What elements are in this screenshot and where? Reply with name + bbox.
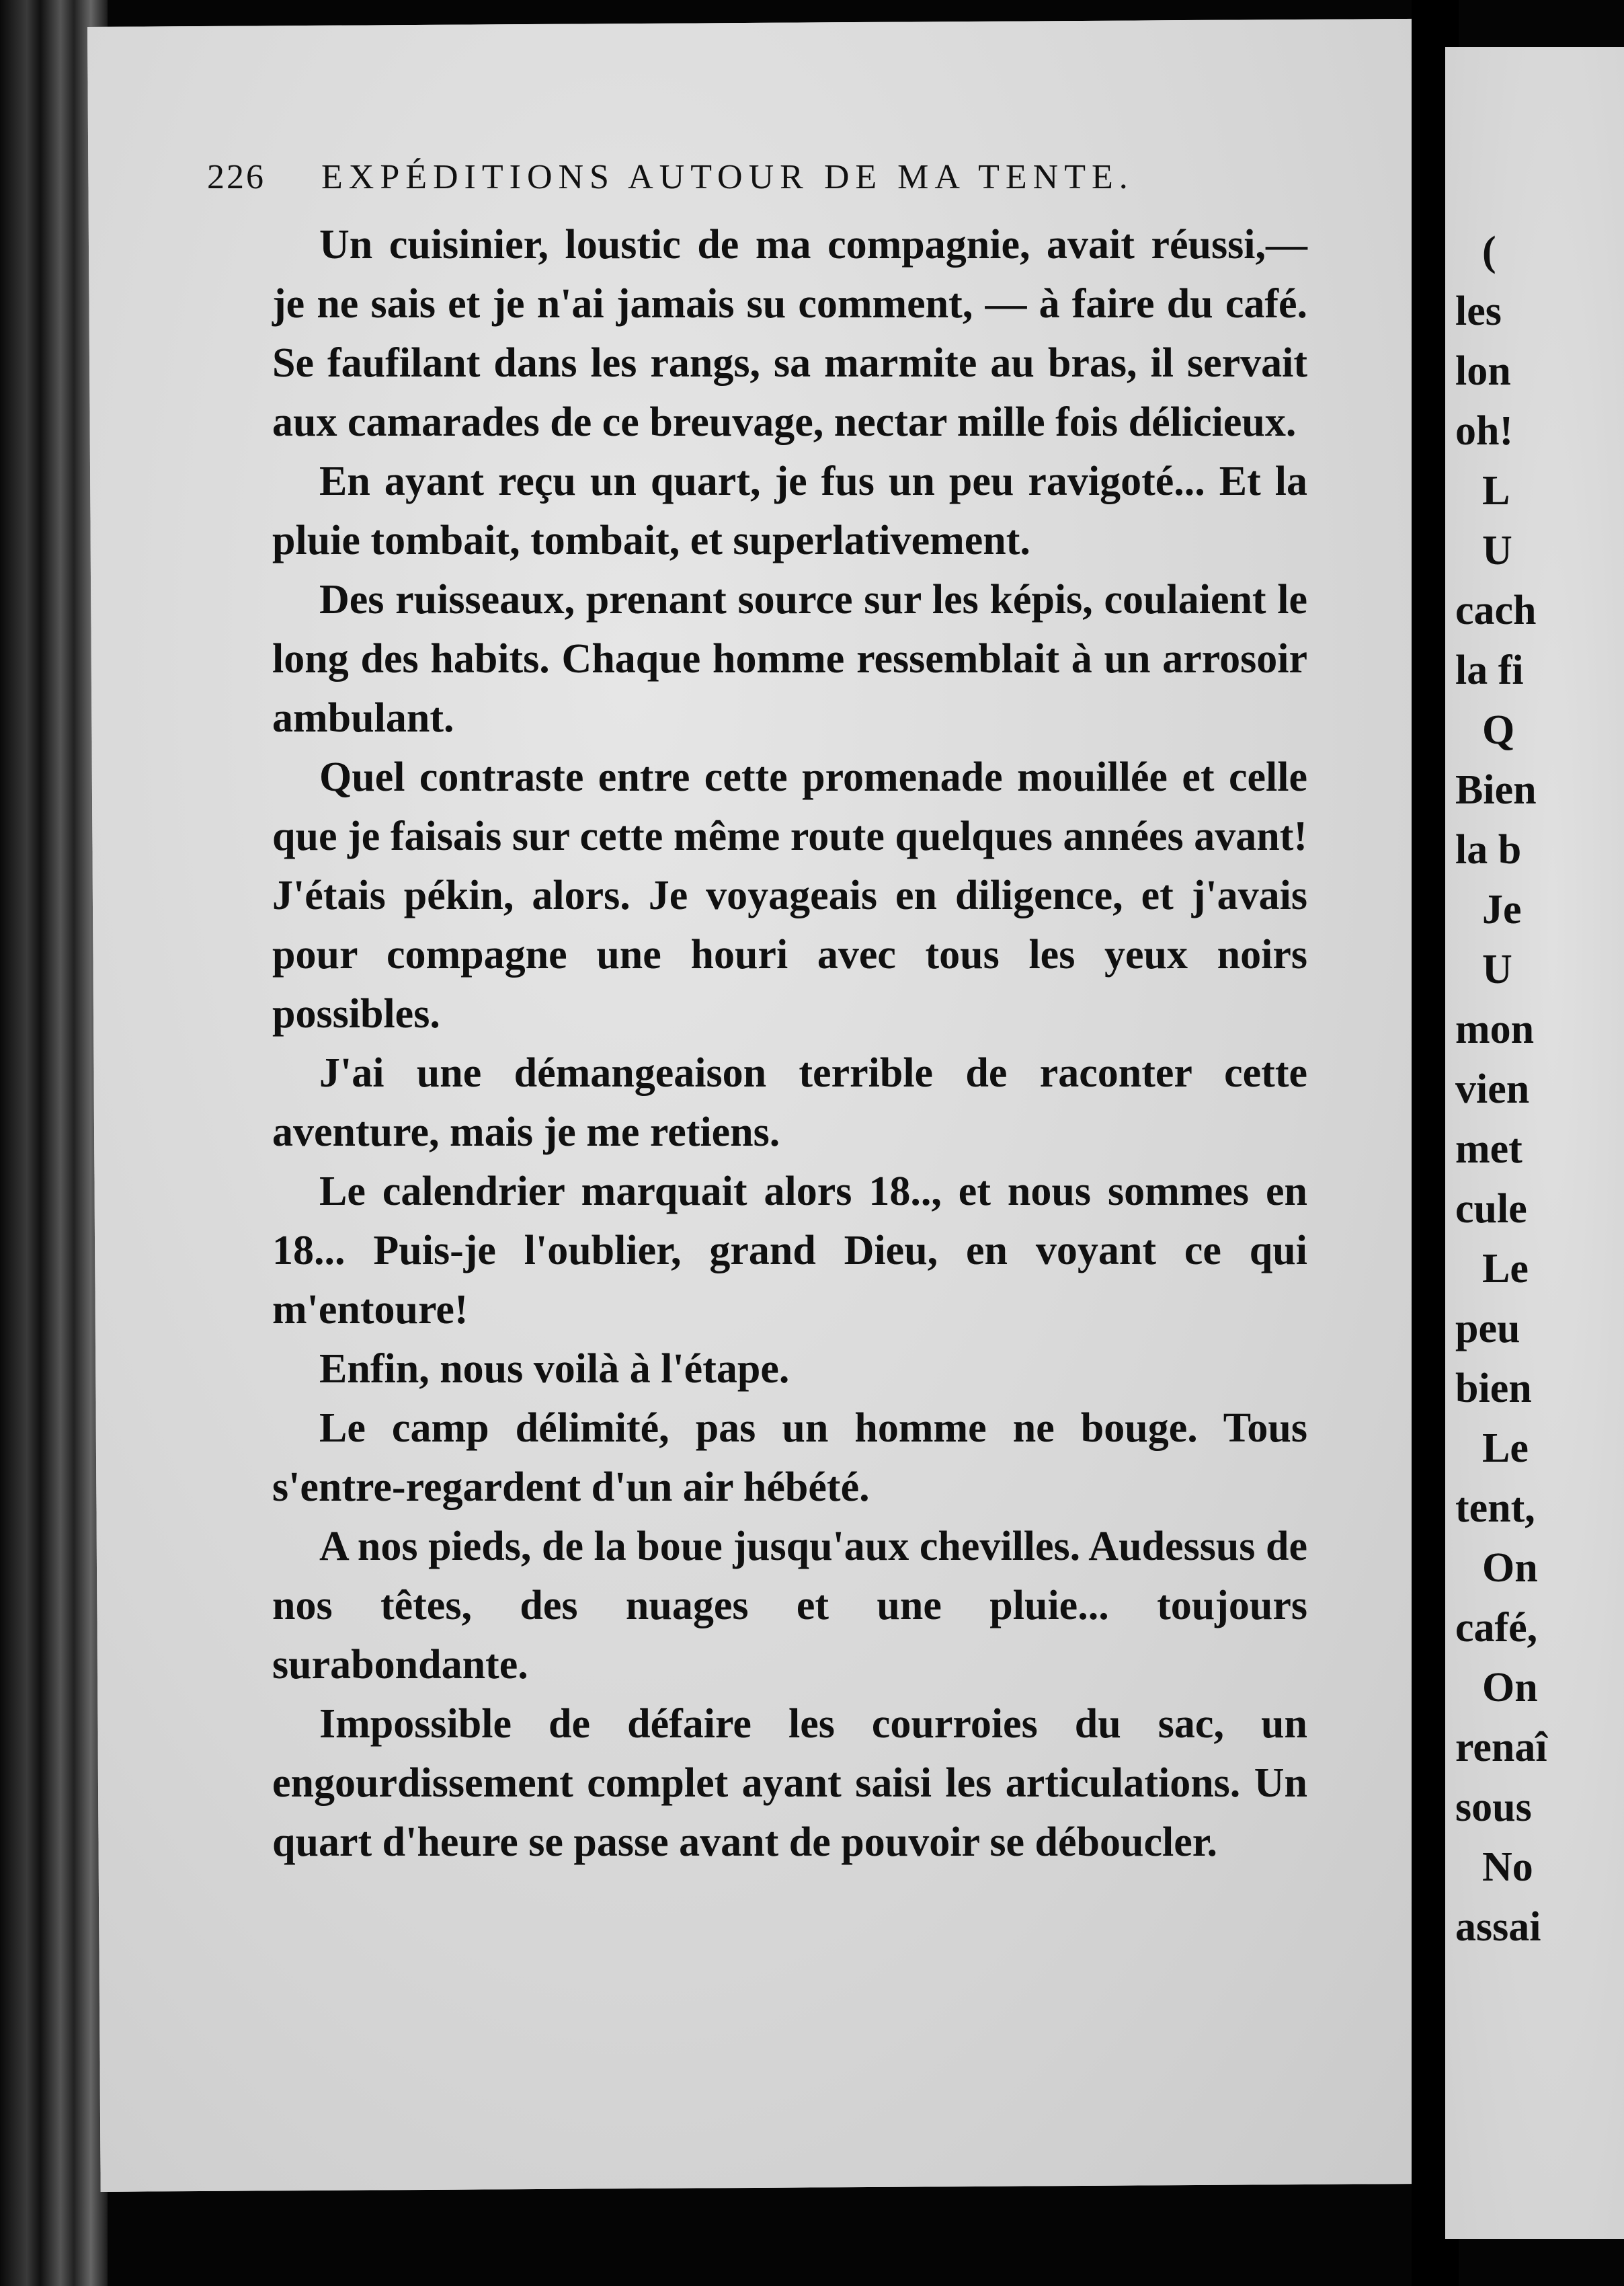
- facing-line: la fi: [1455, 647, 1524, 693]
- paragraph: Un cuisinier, loustic de ma compagnie, avait réussi,— je ne sais et je n'ai jamais su comment, — à faire du café. Se faufilant dans les rangs, sa marmite au bras, il servait aux camarades de ce breuvage, nectar mille fois délicieux.: [272, 222, 1307, 445]
- facing-line: assai: [1455, 1904, 1541, 1950]
- facing-line: mon: [1455, 1007, 1535, 1052]
- facing-line: U: [1482, 947, 1512, 992]
- facing-line: peu: [1455, 1306, 1520, 1351]
- paragraph: Le calendrier marquait alors 18.., et nous sommes en 18... Puis-je l'oublier, grand Dieu, en voyant ce qui m'entoure!: [272, 1169, 1307, 1333]
- paragraph: J'ai une démangeaison terrible de raconter cette aventure, mais je me retiens.: [272, 1050, 1307, 1155]
- facing-line: Je: [1482, 887, 1522, 933]
- page-number: 226: [207, 158, 266, 196]
- running-title: EXPÉDITIONS AUTOUR DE MA TENTE.: [321, 158, 1134, 196]
- running-head: [207, 157, 1182, 204]
- paragraph: Le camp délimité, pas un homme ne bouge. Tous s'entre-regardent d'un air hébété.: [272, 1405, 1307, 1510]
- facing-line: bien: [1455, 1366, 1532, 1411]
- facing-page-text: [1455, 222, 1624, 1957]
- facing-line: cule: [1455, 1186, 1527, 1232]
- facing-line: Le: [1482, 1246, 1529, 1292]
- facing-line: Le: [1482, 1425, 1529, 1471]
- facing-line: No: [1482, 1844, 1533, 1890]
- paragraph: Enfin, nous voilà à l'étape.: [319, 1346, 790, 1392]
- facing-line: Bien: [1455, 767, 1537, 813]
- facing-line: tent,: [1455, 1485, 1535, 1531]
- facing-line: On: [1482, 1665, 1538, 1710]
- facing-line: met: [1455, 1126, 1522, 1172]
- paragraph: Quel contraste entre cette promenade mouillée et celle que je faisais sur cette même route quelques années avant! J'étais pékin, alors. Je voyageais en diligence, et j'avais pour compagne une houri avec tous les yeux noirs possibles.: [272, 754, 1307, 1037]
- body-text: [272, 215, 1307, 1872]
- paragraph: En ayant reçu un quart, je fus un peu ravigoté... Et la pluie tombait, tombait, et superlativement.: [272, 459, 1307, 563]
- facing-line: les: [1455, 288, 1502, 334]
- facing-line: la b: [1455, 827, 1522, 873]
- paragraph: Impossible de défaire les courroies du sac, un engourdissement complet ayant saisi les articulations. Un quart d'heure se passe avant de pouvoir se déboucler.: [272, 1701, 1307, 1865]
- facing-line: Q: [1482, 707, 1515, 753]
- facing-line: lon: [1455, 348, 1511, 394]
- facing-line: oh!: [1455, 408, 1514, 454]
- facing-line: café,: [1455, 1605, 1538, 1651]
- facing-line: On: [1482, 1545, 1538, 1591]
- facing-line: vien: [1455, 1066, 1530, 1112]
- facing-line: (: [1482, 229, 1496, 274]
- facing-line: U: [1482, 528, 1512, 574]
- facing-line: renaî: [1455, 1725, 1547, 1770]
- facing-line: cach: [1455, 588, 1537, 633]
- paragraph: A nos pieds, de la boue jusqu'aux chevilles. Audessus de nos têtes, des nuages et une pluie... toujours surabondante.: [272, 1524, 1307, 1688]
- facing-line: sous: [1455, 1784, 1532, 1830]
- facing-line: L: [1482, 468, 1510, 514]
- paragraph: Des ruisseaux, prenant source sur les képis, coulaient le long des habits. Chaque homme ressemblait à un arrosoir ambulant.: [272, 577, 1307, 741]
